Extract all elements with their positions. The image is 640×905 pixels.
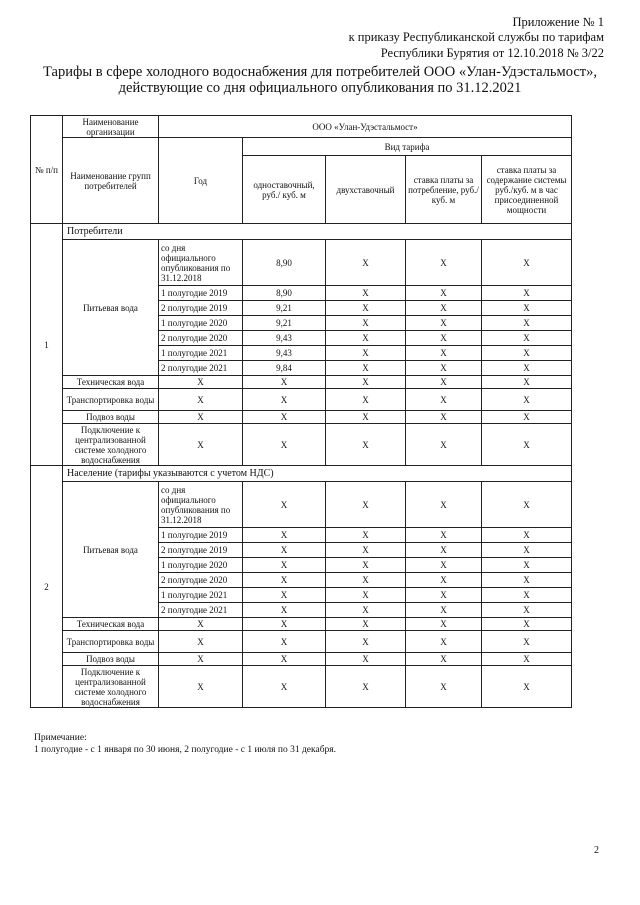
maintenance-rate-cell: Х: [482, 286, 572, 301]
double-rate-cell: Х: [326, 331, 406, 346]
group-name-cell: Подвоз воды: [63, 411, 159, 424]
maintenance-rate-cell: Х: [482, 389, 572, 411]
header-org-label: Наименование организации: [63, 116, 159, 138]
maintenance-rate-cell: Х: [482, 666, 572, 708]
group-name-cell: Подключение к централизованной системе холодного водоснабжения: [63, 666, 159, 708]
single-rate-cell: Х: [243, 558, 326, 573]
single-rate-cell: Х: [243, 528, 326, 543]
header-num: № п/п: [31, 116, 63, 224]
single-rate-cell: Х: [243, 603, 326, 618]
maintenance-rate-cell: Х: [482, 411, 572, 424]
period-cell: 2 полугодие 2019: [159, 301, 243, 316]
single-rate-cell: 9,21: [243, 301, 326, 316]
double-rate-cell: Х: [326, 543, 406, 558]
table-row: [31, 389, 572, 411]
period-cell: 1 полугодие 2019: [159, 286, 243, 301]
consumption-rate-cell: Х: [406, 286, 482, 301]
maintenance-rate-cell: Х: [482, 653, 572, 666]
single-rate-cell: Х: [243, 389, 326, 411]
maintenance-rate-cell: Х: [482, 631, 572, 653]
appendix-number: Приложение № 1: [512, 15, 604, 29]
maintenance-rate-cell: Х: [482, 301, 572, 316]
double-rate-cell: Х: [326, 603, 406, 618]
period-cell: 2 полугодие 2021: [159, 361, 243, 376]
maintenance-rate-cell: Х: [482, 424, 572, 466]
double-rate-cell: Х: [326, 618, 406, 631]
order-date: Республики Бурятия от 12.10.2018 № 3/22: [380, 46, 604, 60]
consumption-rate-cell: Х: [406, 528, 482, 543]
double-rate-cell: Х: [326, 361, 406, 376]
consumption-rate-cell: Х: [406, 376, 482, 389]
maintenance-rate-cell: Х: [482, 603, 572, 618]
maintenance-rate-cell: Х: [482, 346, 572, 361]
header-double-rate: двухставочный: [326, 156, 406, 224]
section-number: 2: [31, 466, 63, 708]
year-cell: Х: [159, 389, 243, 411]
maintenance-rate-cell: Х: [482, 528, 572, 543]
year-cell: Х: [159, 666, 243, 708]
period-cell: со дня официального опубликования по 31.12.2018: [159, 482, 243, 528]
section-row: [31, 224, 572, 240]
period-cell: 1 полугодие 2020: [159, 558, 243, 573]
note-label: Примечание:: [34, 733, 87, 743]
double-rate-cell: Х: [326, 316, 406, 331]
single-rate-cell: Х: [243, 482, 326, 528]
year-cell: Х: [159, 618, 243, 631]
double-rate-cell: Х: [326, 376, 406, 389]
maintenance-rate-cell: Х: [482, 316, 572, 331]
consumption-rate-cell: Х: [406, 331, 482, 346]
single-rate-cell: 8,90: [243, 286, 326, 301]
double-rate-cell: Х: [326, 631, 406, 653]
single-rate-cell: Х: [243, 543, 326, 558]
consumption-rate-cell: Х: [406, 618, 482, 631]
maintenance-rate-cell: Х: [482, 376, 572, 389]
group-name-cell: Техническая вода: [63, 376, 159, 389]
note-text: 1 полугодие - с 1 января по 30 июня, 2 полугодие - с 1 июля по 31 декабря.: [34, 745, 337, 755]
double-rate-cell: Х: [326, 240, 406, 286]
period-cell: 2 полугодие 2021: [159, 603, 243, 618]
double-rate-cell: Х: [326, 389, 406, 411]
note: [34, 732, 336, 756]
header-consumption-rate: ставка платы за потребление, руб./ куб. м: [406, 156, 482, 224]
double-rate-cell: Х: [326, 301, 406, 316]
period-cell: 1 полугодие 2020: [159, 316, 243, 331]
period-cell: 1 полугодие 2021: [159, 588, 243, 603]
period-cell: 2 полугодие 2020: [159, 331, 243, 346]
single-rate-cell: Х: [243, 376, 326, 389]
year-cell: Х: [159, 376, 243, 389]
period-cell: 2 полугодие 2020: [159, 573, 243, 588]
table-row: [31, 424, 572, 466]
consumption-rate-cell: Х: [406, 482, 482, 528]
maintenance-rate-cell: Х: [482, 482, 572, 528]
double-rate-cell: Х: [326, 666, 406, 708]
header-year: Год: [159, 138, 243, 224]
consumption-rate-cell: Х: [406, 301, 482, 316]
consumption-rate-cell: Х: [406, 346, 482, 361]
consumption-rate-cell: Х: [406, 631, 482, 653]
tariff-table: [30, 115, 572, 708]
table-row: [31, 653, 572, 666]
single-rate-cell: Х: [243, 411, 326, 424]
maintenance-rate-cell: Х: [482, 543, 572, 558]
double-rate-cell: Х: [326, 588, 406, 603]
maintenance-rate-cell: Х: [482, 361, 572, 376]
single-rate-cell: 9,21: [243, 316, 326, 331]
group-name-cell: Подключение к централизованной системе холодного водоснабжения: [63, 424, 159, 466]
year-cell: Х: [159, 411, 243, 424]
period-cell: 2 полугодие 2019: [159, 543, 243, 558]
single-rate-cell: 8,90: [243, 240, 326, 286]
consumption-rate-cell: Х: [406, 316, 482, 331]
single-rate-cell: Х: [243, 588, 326, 603]
group-name-cell: Транспортировка воды: [63, 631, 159, 653]
table-row: [31, 618, 572, 631]
order-reference: к приказу Республиканской службы по тарифам: [348, 30, 604, 44]
double-rate-cell: Х: [326, 286, 406, 301]
table-row: [31, 376, 572, 389]
section-title: Население (тарифы указываются с учетом НДС): [63, 466, 572, 482]
consumption-rate-cell: Х: [406, 240, 482, 286]
section-title: Потребители: [63, 224, 572, 240]
consumption-rate-cell: Х: [406, 361, 482, 376]
table-row: [31, 631, 572, 653]
header-org-name: ООО «Улан-Удэстальмост»: [159, 116, 572, 138]
period-cell: со дня официального опубликования по 31.12.2018: [159, 240, 243, 286]
table-row: [31, 666, 572, 708]
single-rate-cell: 9,84: [243, 361, 326, 376]
maintenance-rate-cell: Х: [482, 573, 572, 588]
single-rate-cell: Х: [243, 424, 326, 466]
single-rate-cell: Х: [243, 573, 326, 588]
consumption-rate-cell: Х: [406, 603, 482, 618]
consumption-rate-cell: Х: [406, 573, 482, 588]
page-number: 2: [594, 845, 599, 856]
year-cell: Х: [159, 631, 243, 653]
group-name-cell: Подвоз воды: [63, 653, 159, 666]
double-rate-cell: Х: [326, 482, 406, 528]
group-drinking-water: Питьевая вода: [63, 482, 159, 618]
period-cell: 1 полугодие 2019: [159, 528, 243, 543]
double-rate-cell: Х: [326, 528, 406, 543]
consumption-rate-cell: Х: [406, 389, 482, 411]
consumption-rate-cell: Х: [406, 653, 482, 666]
maintenance-rate-cell: Х: [482, 240, 572, 286]
double-rate-cell: Х: [326, 558, 406, 573]
maintenance-rate-cell: Х: [482, 331, 572, 346]
double-rate-cell: Х: [326, 346, 406, 361]
consumption-rate-cell: Х: [406, 411, 482, 424]
table-row: [31, 411, 572, 424]
single-rate-cell: Х: [243, 618, 326, 631]
consumption-rate-cell: Х: [406, 424, 482, 466]
double-rate-cell: Х: [326, 573, 406, 588]
table-row: [31, 482, 572, 528]
single-rate-cell: Х: [243, 631, 326, 653]
consumption-rate-cell: Х: [406, 588, 482, 603]
table-row: [31, 240, 572, 286]
single-rate-cell: Х: [243, 653, 326, 666]
maintenance-rate-cell: Х: [482, 618, 572, 631]
page-title: Тарифы в сфере холодного водоснабжения для потребителей ООО «Улан-Удэстальмост», действующие со дня официального опубликования по 31.12.2021: [43, 64, 597, 96]
consumption-rate-cell: Х: [406, 543, 482, 558]
maintenance-rate-cell: Х: [482, 558, 572, 573]
header-tariff-type: Вид тарифа: [243, 138, 572, 156]
double-rate-cell: Х: [326, 424, 406, 466]
consumption-rate-cell: Х: [406, 558, 482, 573]
group-name-cell: Транспортировка воды: [63, 389, 159, 411]
double-rate-cell: Х: [326, 411, 406, 424]
consumption-rate-cell: Х: [406, 666, 482, 708]
section-row: [31, 466, 572, 482]
section-number: 1: [31, 224, 63, 466]
maintenance-rate-cell: Х: [482, 588, 572, 603]
header-maintenance-rate: ставка платы за содержание системы руб./куб. м в час присоединенной мощности: [482, 156, 572, 224]
group-drinking-water: Питьевая вода: [63, 240, 159, 376]
header-groups: Наименование групп потребителей: [63, 138, 159, 224]
year-cell: Х: [159, 653, 243, 666]
group-name-cell: Техническая вода: [63, 618, 159, 631]
year-cell: Х: [159, 424, 243, 466]
single-rate-cell: 9,43: [243, 331, 326, 346]
double-rate-cell: Х: [326, 653, 406, 666]
header-single-rate: одноставочный, руб./ куб. м: [243, 156, 326, 224]
single-rate-cell: Х: [243, 666, 326, 708]
single-rate-cell: 9,43: [243, 346, 326, 361]
period-cell: 1 полугодие 2021: [159, 346, 243, 361]
